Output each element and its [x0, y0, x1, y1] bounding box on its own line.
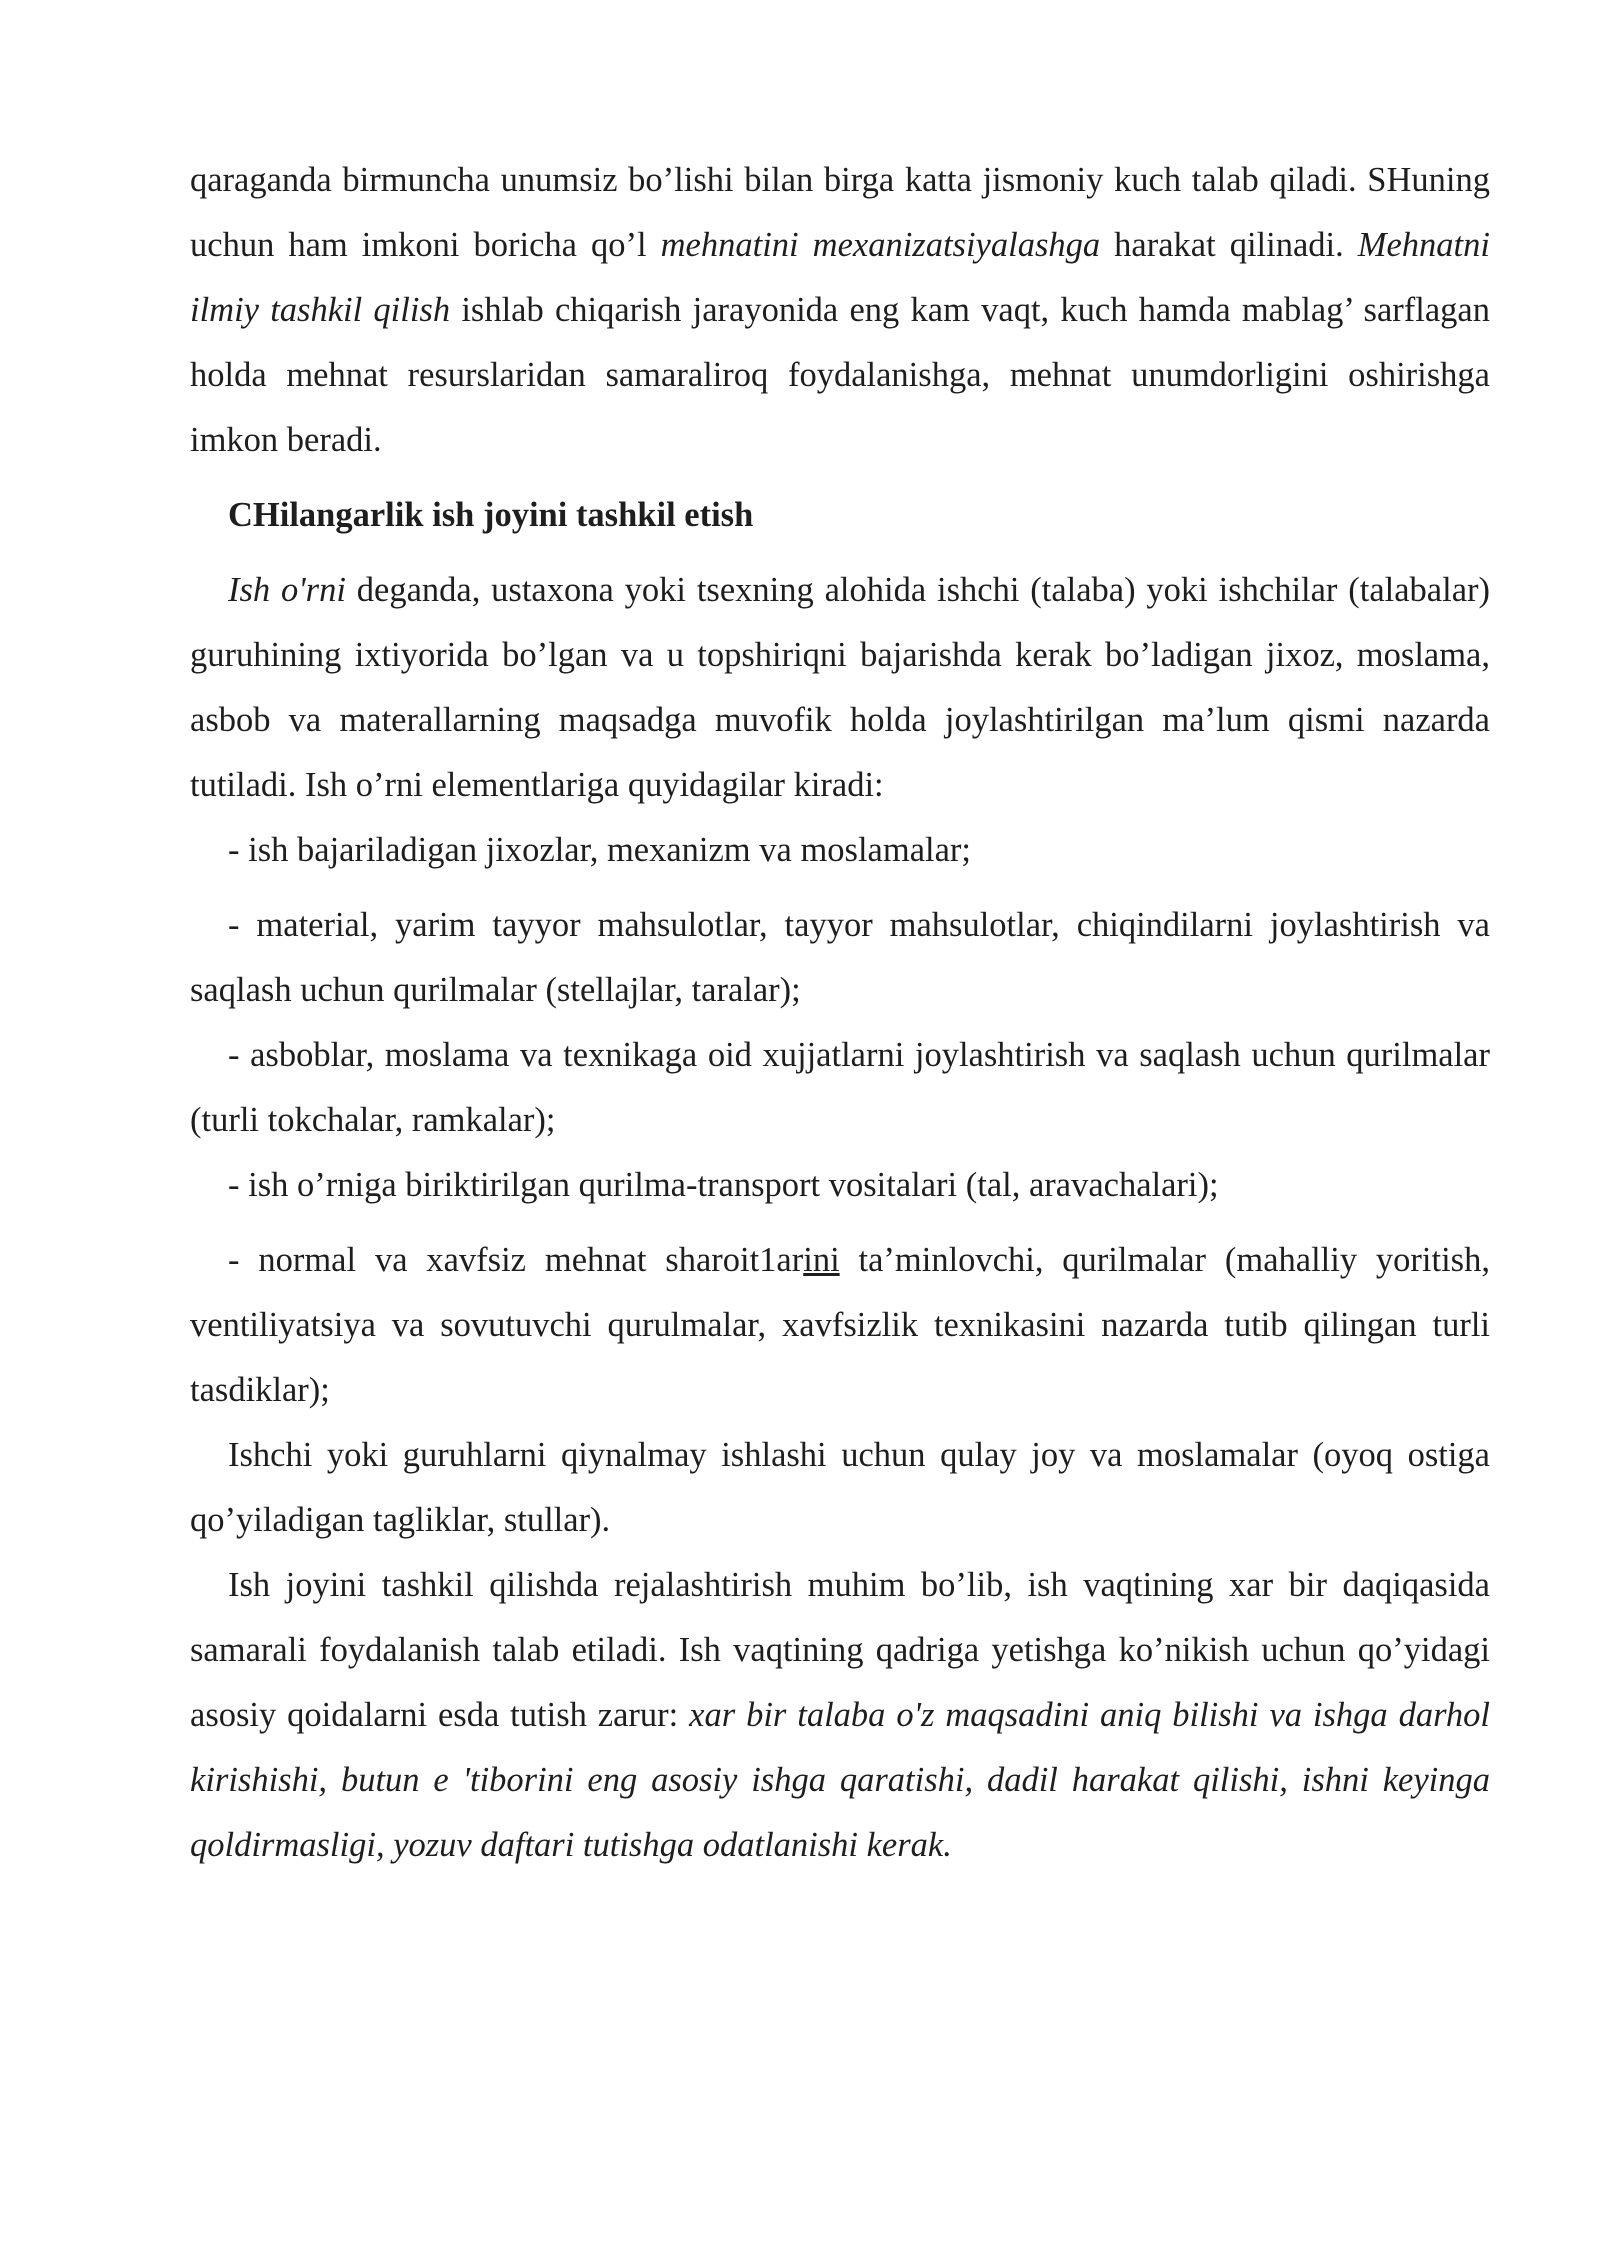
list-item: - asboblar, moslama va texnikaga oid xujjatlarni joylashtirish va saqlash uchun qurilmalar (turli tokchalar, ramkalar); — [190, 1036, 1490, 1139]
list-item: - ish o’rniga biriktirilgan qurilma-transport vositalari (tal, aravachalari); — [228, 1166, 1219, 1204]
text-span: harakat qilinadi. — [1100, 226, 1358, 264]
text-span: qaraganda birmuncha unumsiz bo’lishi bilan birga katta jismoniy kuch talab qiladi. SHuning uchun ham imkoni boricha qo’l — [190, 161, 1490, 264]
text-span: Ish joyini tashkil qilishda rejalashtirish muhim bo’lib, ish vaqtining xar bir daqiqasida samarali foydalanish talab etiladi. Ish vaqtining qadriga yetishga ko’nikish uchun qo’yidagi asosiy qoidalarni esda tutish zarur: — [190, 1566, 1490, 1734]
italic-term: Mehnatni ilmiy tashkil qilish — [190, 226, 1490, 329]
list-item: - material, yarim tayyor mahsulotlar, tayyor mahsulotlar, chiqindilarni joylashtirish va saqlash uchun qurilmalar (stellajlar, taralar); — [190, 906, 1490, 1009]
italic-term: mehnatini mexanizatsiyalashga — [660, 226, 1101, 264]
paragraph-mechanization — [190, 148, 1490, 473]
text-span: ta’minlovchi, qurilmalar (mahalliy yoritish, ventiliyatsiya va sovutuvchi qurulmalar, xavfsizlik texnikasini nazarda tutib qilingan turli tasdiklar); — [190, 1241, 1490, 1409]
underlined-text: ini — [803, 1241, 840, 1279]
list-item: - ish bajariladigan jixozlar, mexanizm va moslamalar; — [228, 831, 971, 869]
text-span: ishlab chiqarish jarayonida eng kam vaqt, kuch hamda mablag’ sarflagan holda mehnat resurslaridan samaraliroq foydalanishga, mehnat unumdorligini oshirishga imkon beradi. — [190, 291, 1490, 459]
italic-term: Ish o'rni — [228, 571, 346, 609]
section-heading: CHilangarlik ish joyini tashkil etish — [228, 496, 754, 534]
paragraph-comfort: Ishchi yoki guruhlarni qiynalmay ishlashi uchun qulay joy va moslamalar (oyoq ostiga qo’yiladigan tagliklar, stullar). — [190, 1436, 1490, 1539]
text-span: deganda, ustaxona yoki tsexning alohida ishchi (talaba) yoki ishchilar (talabalar) guruhining ixtiyorida bo’lgan va u topshiriqni bajarishda kerak bo’ladigan jixoz, moslama, asbob va materallarning maqsadga muvofik holda joylashtirilgan ma’lum qismi nazarda tutiladi. Ish o’rni elementlariga quyidagilar kiradi: — [190, 571, 1490, 804]
list-item — [190, 1228, 1490, 1423]
text-span: - normal va xavfsiz mehnat sharoit1ar — [228, 1241, 804, 1279]
paragraph-planning — [190, 1553, 1490, 1878]
italic-rules: xar bir talaba o'z maqsadini aniq bilishi va ishga darhol kirishishi, butun e 'tiborini eng asosiy ishga qaratishi, dadil harakat qilishi, ishni keyinga qoldirmasligi, yozuv daftari tutishga odatlanishi kerak. — [190, 1696, 1490, 1864]
paragraph-workplace-definition — [190, 558, 1490, 818]
